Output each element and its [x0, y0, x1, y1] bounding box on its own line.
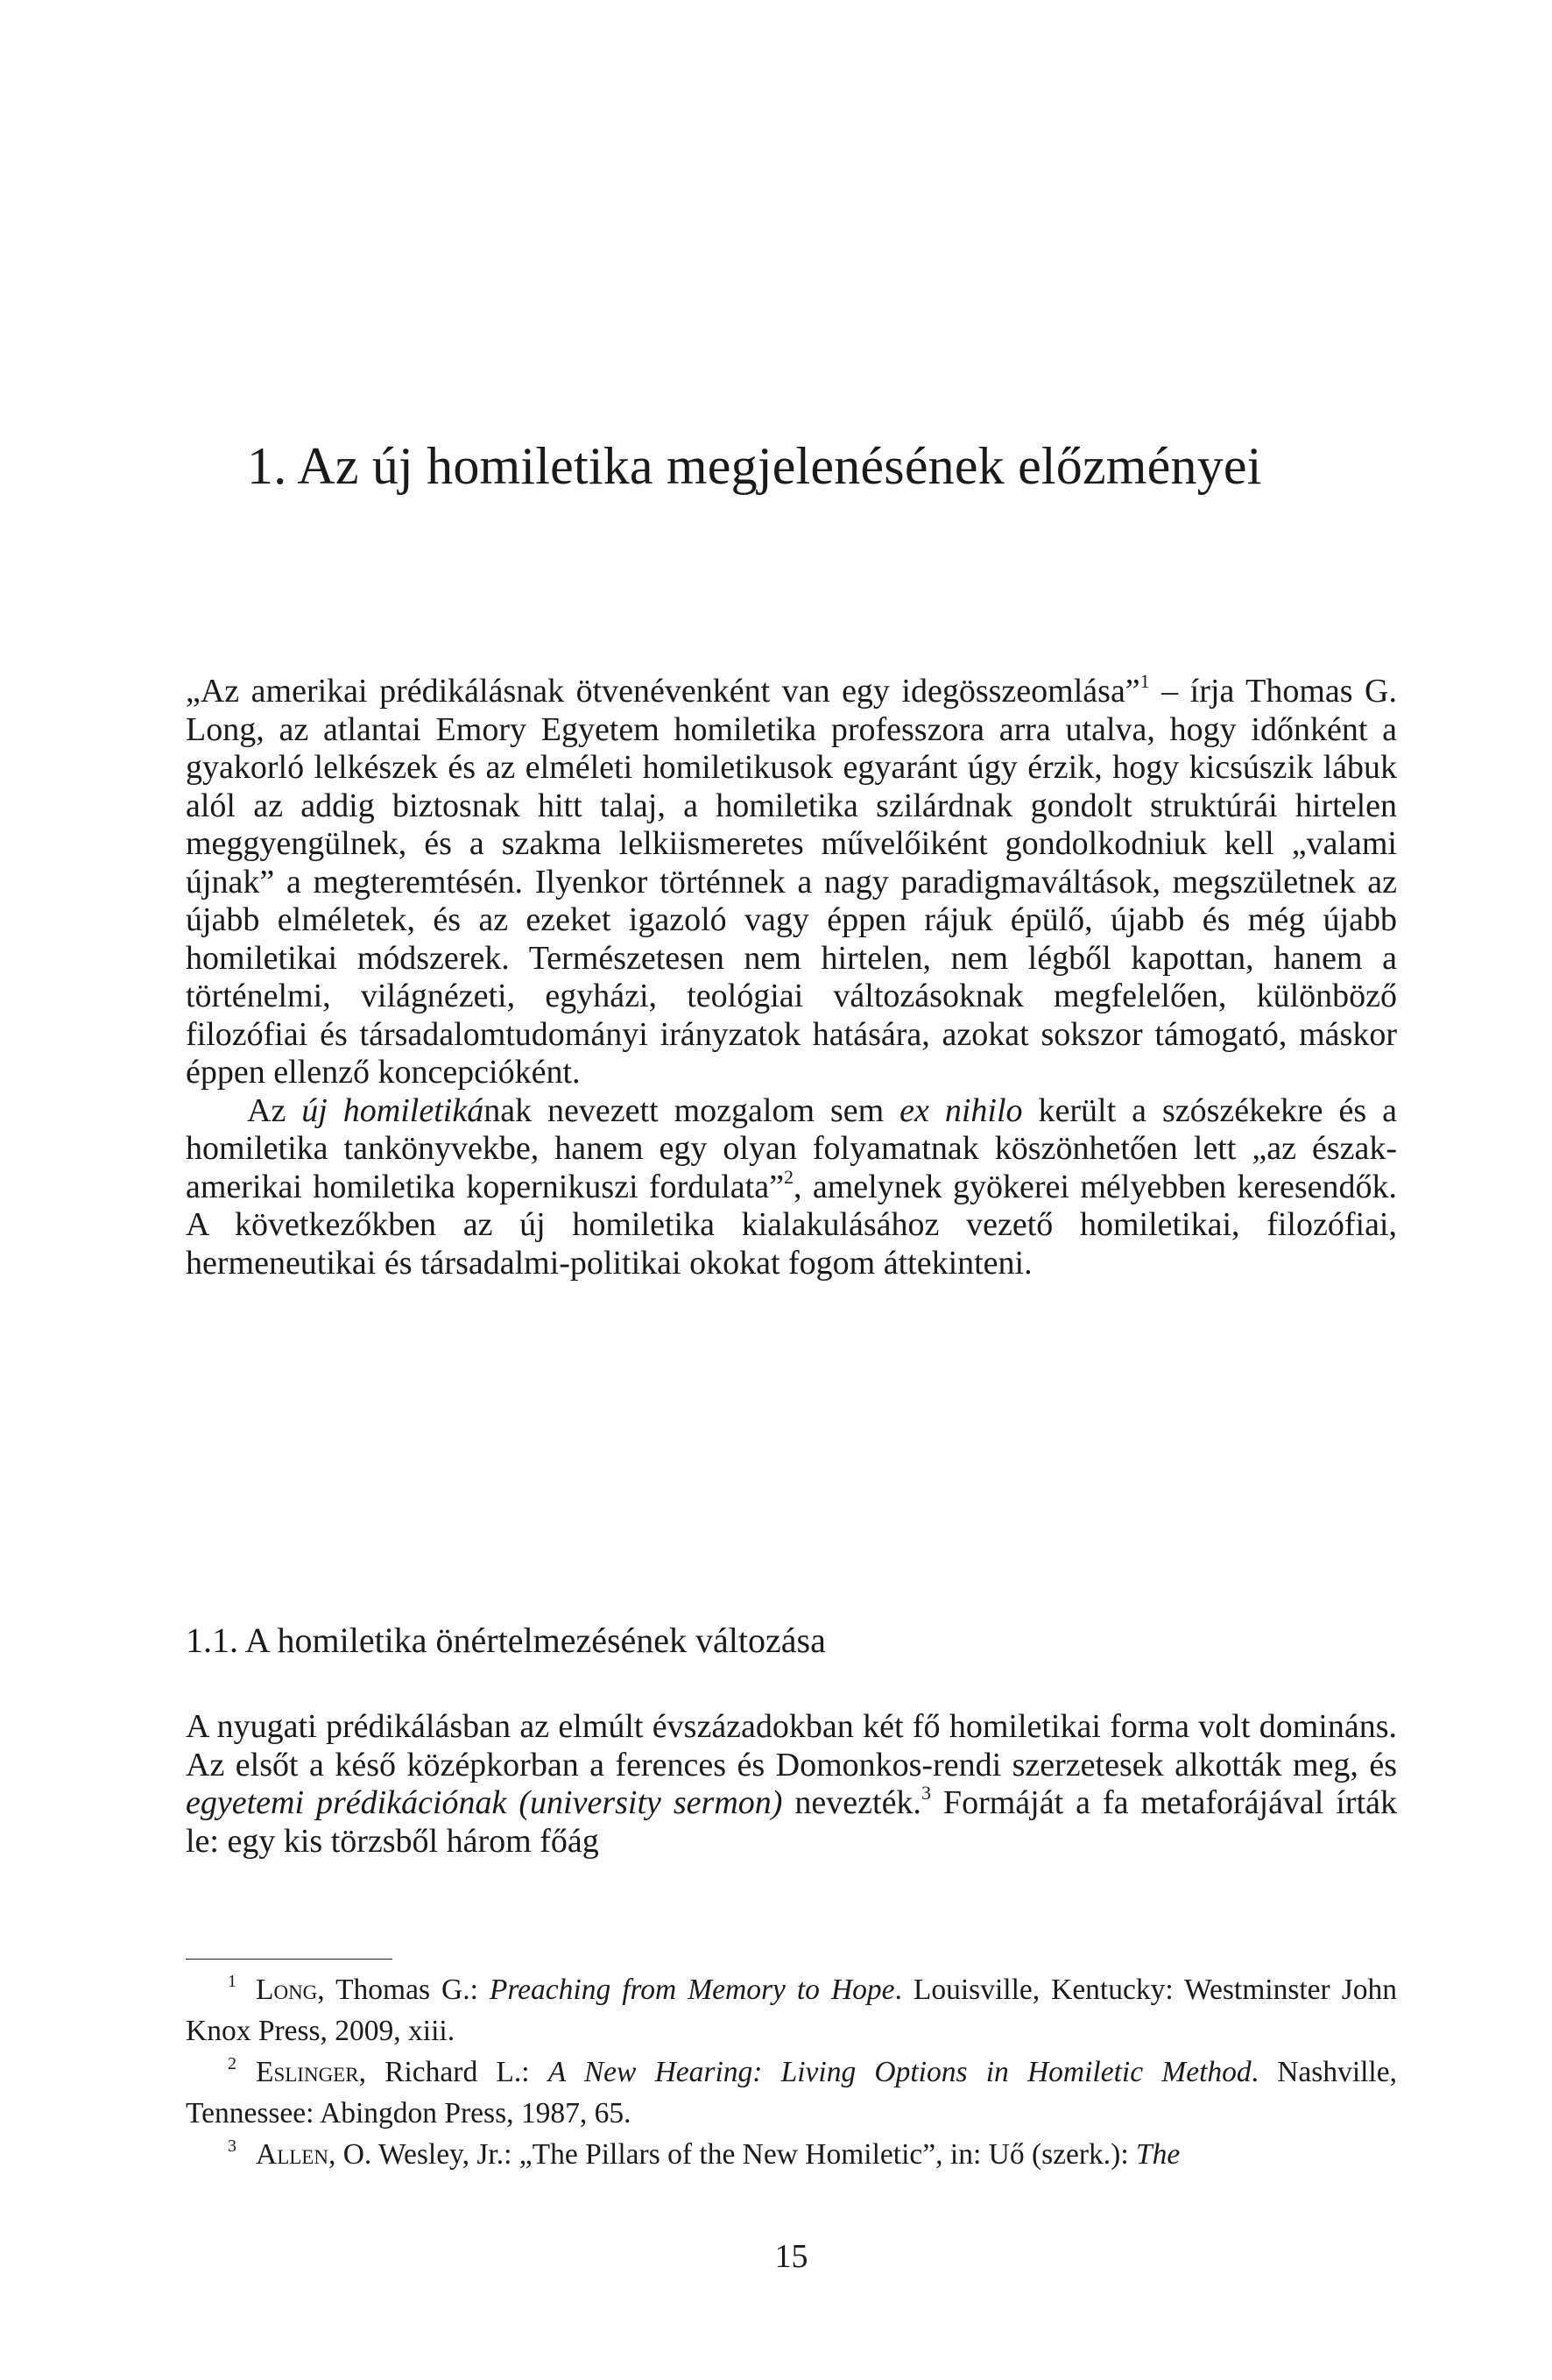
- intro-p2-text-c: került a szószékekre és a homiletika tankönyvekbe, hanem egy olyan folyamatnak köszönhetően lett „az észak-amerikai homiletika kopernikuszi fordulata”: [186, 1091, 1397, 1205]
- intro-p2-emphasis-1: új homiletiká: [301, 1091, 484, 1129]
- footnote-author: Allen: [256, 2138, 328, 2171]
- intro-p2-text-a: Az: [247, 1091, 302, 1129]
- footnote-number: 1: [228, 1972, 236, 1991]
- section-paragraph-1: [186, 1708, 1397, 1861]
- intro-paragraph-2: [186, 1092, 1397, 1283]
- footnote-ref-1[interactable]: 1: [1139, 670, 1150, 692]
- footnote-2: [186, 2052, 1397, 2134]
- intro-quote: „Az amerikai prédikálásnak ötvenévenként van egy idegösszeomlása”: [186, 673, 1140, 710]
- footnote-text: . Nashville, Tennessee: Abingdon Press, 1987, 65.: [186, 2056, 1397, 2129]
- footnote-divider: [186, 1959, 392, 1960]
- footnote-3: [186, 2134, 1397, 2175]
- footnote-title: A New Hearing: Living Options in Homiletic Method: [547, 2056, 1252, 2088]
- intro-p2-emphasis-2: ex nihilo: [899, 1091, 1023, 1129]
- intro-p2-text-d: , amelynek gyökerei mélyebben keresendők. A következőkben az új homiletika kialakulásához vezető homiletikai, filozófiai, hermeneutikai és társadalmi-politikai okokat fogom áttekinteni.: [186, 1168, 1397, 1282]
- footnote-ref-2[interactable]: 2: [783, 1165, 794, 1188]
- footnote-text: , Thomas G.:: [317, 1974, 490, 2006]
- footnote-number: 2: [228, 2054, 236, 2073]
- section-p1-text-b: nevezték.: [782, 1784, 921, 1821]
- page-number: 15: [774, 2238, 808, 2275]
- section-title: 1.1. A homiletika önértelmezésének változása: [186, 1621, 826, 1660]
- footnote-title: The: [1136, 2138, 1181, 2171]
- intro-text: [186, 670, 1397, 1282]
- book-page: [186, 0, 1397, 2380]
- section-p1-text-c: Formáját a fa metaforájával írták le: egy kis törzsből három főág: [186, 1784, 1397, 1860]
- section-p1-text-a: A nyugati prédikálásban az elmúlt évszázadokban két fő homiletikai forma volt domináns. Az elsőt a késő középkorban a ferences és Domonkos-rendi szerzetesek alkották meg, és: [186, 1708, 1397, 1783]
- footnote-1: [186, 1969, 1397, 2052]
- footnote-title: Preaching from Memory to Hope: [489, 1974, 895, 2006]
- footnote-text: , Richard L.:: [358, 2056, 548, 2088]
- intro-p2-text-b: nak nevezett mozgalom sem: [483, 1091, 900, 1129]
- footnotes: [186, 1969, 1397, 2175]
- footnote-text: , O. Wesley, Jr.: „The Pillars of the New Homiletic”, in: Uő (szerk.):: [328, 2138, 1137, 2171]
- section-p1-emphasis: egyetemi prédikációnak (university sermon): [186, 1784, 783, 1821]
- intro-paragraph-1-rest: – írja Thomas G. Long, az atlantai Emory Egyetem homiletika professzora arra utalva, hogy időnként a gyakorló lelkészek és az elméleti homiletikusok egyaránt úgy érzik, hogy kicsúszik lábuk alól az addig biztosnak hitt talaj, a homiletika szilárdnak gondolt struktúrái hirtelen meggyengülnek, és a szakma lelkiismeretes művelőiként gondolkodniuk kell „valami újnak” a megteremtésén. Ilyenkor történnek a nagy paradigmaváltások, megszületnek az újabb elméletek, és az ezeket igazoló vagy éppen rájuk épülő, újabb és még újabb homiletikai módszerek. Természetesen nem hirtelen, nem légből kapottan, hanem a történelmi, világnézeti, egyházi, teológiai változásoknak megfelelően, különböző filozófiai és társadalomtudományi irányzatok hatására, azokat sokszor támogató, máskor éppen ellenző koncepcióként.: [186, 673, 1397, 1091]
- footnote-author: Eslinger: [256, 2056, 359, 2088]
- section-text: [186, 1708, 1397, 1861]
- footnote-author: Long: [256, 1974, 318, 2006]
- footnote-number: 3: [228, 2136, 236, 2156]
- chapter-title: 1. Az új homiletika megjelenésének előzményei: [247, 437, 1262, 495]
- footnote-ref-3[interactable]: 3: [921, 1782, 931, 1804]
- footnote-text: . Louisville, Kentucky: Westminster John Knox Press, 2009, xiii.: [186, 1974, 1397, 2047]
- intro-paragraph-1: [186, 670, 1397, 1092]
